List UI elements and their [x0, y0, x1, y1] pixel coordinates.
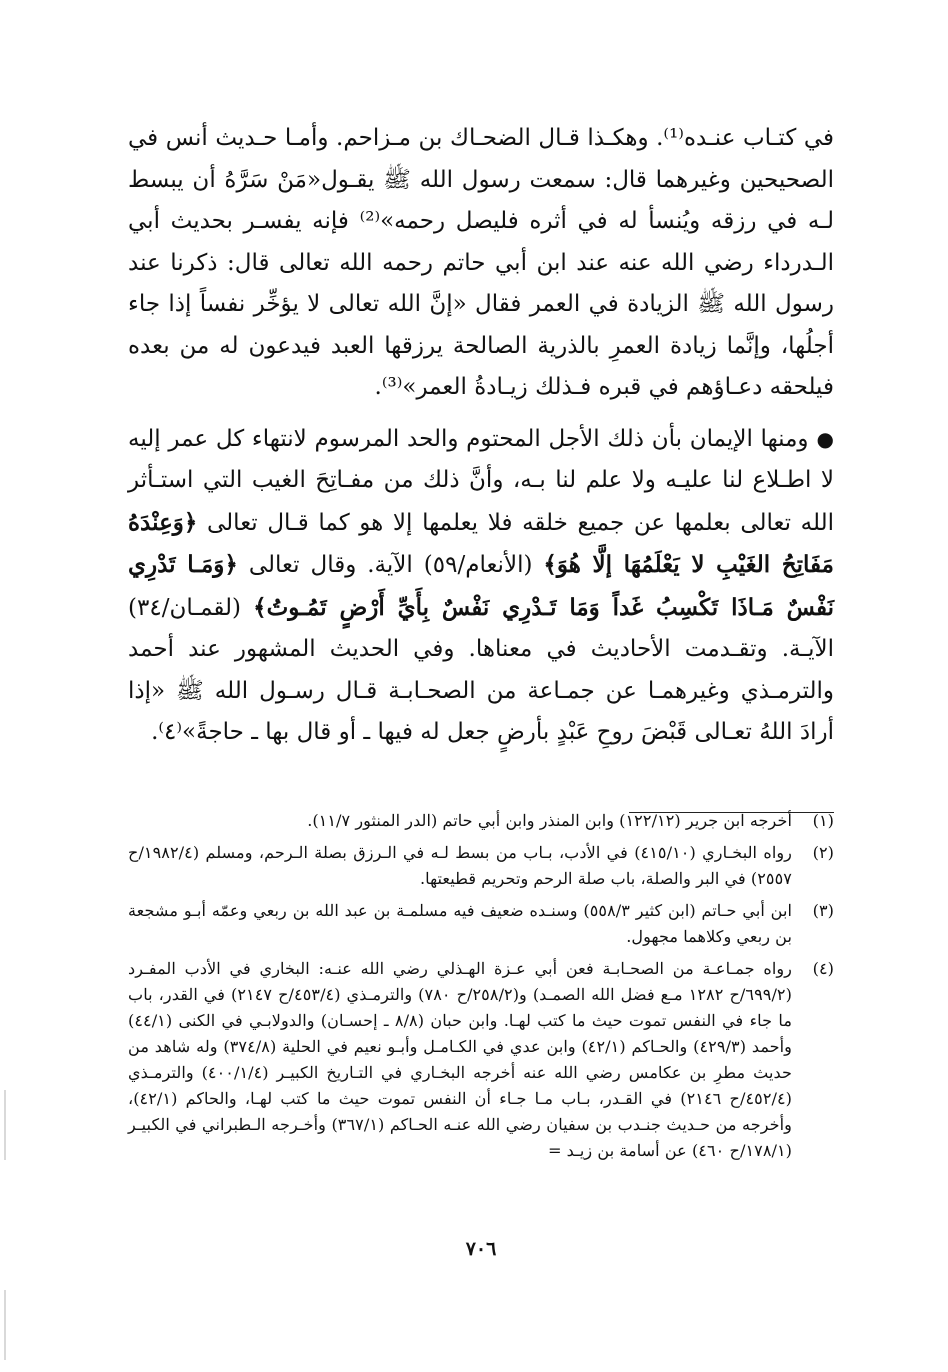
quran-verse-1: ﴿وَعِنْدَهُ مَفَاتِحُ الغَيْبِ لا يَعْلَمُهَا إلَّا هُوَ﴾: [128, 508, 834, 578]
footnote: [128, 898, 834, 950]
footnote-number: (٣): [812, 901, 834, 920]
footnote-text: رواه البخـاري (٤١٥/١٠) في الأدب، بـاب من بسط لـه في الـرزق بصلة الـرحم، ومسلم (١٩٨٢/٤/ح ٢٥٥٧) في البر والصلة، باب صلة الرحم وتحريم قطيعتها.: [128, 843, 792, 888]
footnote: [128, 956, 834, 1164]
paragraph-1: في كتـاب عنـده⁽¹⁾. وهكـذا قـال الضحـاك بن مـزاحم. وأمـا حـديث أنس في الصحيحين وغيرهما قال: سمعت رسول الله ﷺ يقـول«مَنْ سَرَّهُ أن يبسط لـه في رزقه ويُنسأ له في أثره فليصل رحمه»⁽²⁾ فإنه يفسـر بحديث أبي الـدرداء رضي الله عنه عند ابن أبي حاتم رحمه الله تعالى قال: ذكرنا عند رسول الله ﷺ الزيادة في العمر فقال «إنَّ الله تعالى لا يؤخِّر نفساً إذا جاء أجلُها، وإنَّما زيادة العمرِ بالذرية الصالحة يرزقها العبد فيدعون له من بعده فيلحقه دعـاؤهم في قبره فـذلك زيـادةُ العمر»⁽³⁾.: [128, 125, 835, 400]
footnote-number: (٤): [812, 959, 834, 978]
footnote: [128, 840, 834, 892]
page-content: [128, 118, 835, 1160]
body-text: [128, 118, 834, 754]
footnote-text: رواه جمـاعـة من الصحـابـة فعن أبي عـزة الهـذلي رضي الله عنـه: البخاري في الأدب المفـرد (٦٩٩/٢/ح ١٢٨٢ مـع فضل الله الصمـد) و(٢٥٨/٢/ح ٧٨٠) والترمـذي (٤٥٣/٤/ح ٢١٤٧) في القدر، باب ما جاء في النفس تموت حيث ما كتب لهـا. وابن حبان (٨/٨ ـ إحسـان) والدولابـي في الكنى (٤٤/١) وأحمد (٤٢٩/٣) والحـاكم (٤٢/١) وابن عدي في الكـامـل وأبـو نعيم في الحلية (٣٧٤/٨) وله شاهد من حديث مطرِ بن عكامس رضي الله عنه أخرجه البخـاري في التـاريخ الكبيـر (٤٠٠/١/٤) والترمـذي (٤٥٢/٤/ح ٢١٤٦) في القـدر، بـاب مـا جـاء أن النفس تموت حيث ما كتب لهـا، والحاكم (٤٢/١)، وأخرجه من حـديث جنـدب بن سفيان رضي الله عنـه الحـاكم (٣٦٧/١) وأخـرجه الـطبراني في الكبيـر (١٧٨/١/ح ٤٦٠) عن أسامة بن زيـد =: [128, 959, 792, 1160]
footnote-number: (١): [812, 811, 834, 830]
footnote-text: ابن أبي حـاتم (ابن كثير ٥٥٨/٣) وسنـده ضعيف فيه مسلمـة بن عبد الله بن ربعي وعمّه أبـو مشجعة بن ربعي وكلاهما مجهول.: [128, 901, 792, 946]
footnote: [128, 808, 834, 834]
footnotes: [128, 808, 834, 1170]
quran-verse-2: ﴿وَمَـا تَدْرِي نَفْسٌ مَـاذَا تَكْسِبُ غَداً وَمَا تَـدْرِي نَفْسٌ بِأَيِّ أَرْضٍ تَمُـوتُ﴾: [128, 551, 834, 621]
footnote-text: أخرجه ابن جرير (١٢٢/١٢) وابن المنذر وابن أبي حاتم (الدر المنثور ١١/٧).: [307, 811, 792, 830]
paragraph-2-part-b: (الأنعام/٥٩) الآية. وقال تعالى: [237, 552, 544, 578]
footnote-number: (٢): [812, 843, 834, 862]
paragraph-2-part-c: (لقمـان/٣٤) الآيـة. وتقـدمت الأحاديث في معناها. وفي الحديث المشهور عند أحمد والترمـذي وغيرهمـا عن جمـاعة من الصحـابـة قـال رسـول الله ﷺ «إذا أرادَ اللهُ تعـالى قَبْضَ روحِ عَبْدٍ بأرضٍ جعل له فيها ـ أو قال بها ـ حاجةً»⁽٤⁾.: [128, 594, 834, 745]
scan-margin-mark: [4, 1090, 6, 1160]
page-number: ٧٠٦: [465, 1238, 497, 1260]
scan-margin-mark: [4, 1290, 6, 1360]
paragraph-2-part-a: ومنها الإيمان بأن ذلك الأجل المحتوم والحد المرسوم لانتهاء كل عمر إليه لا اطـلاع لنا عليـه ولا علم لنا بـه، وأنَّ ذلك من مفـاتِحَ الغيب التي استـأثر الله تعالى بعلمها عن جميع خلقه فلا يعلمها إلا هو كما قـال تعالى: [128, 425, 834, 536]
bullet-icon: ●: [816, 426, 834, 451]
paragraph-2: [128, 419, 834, 754]
